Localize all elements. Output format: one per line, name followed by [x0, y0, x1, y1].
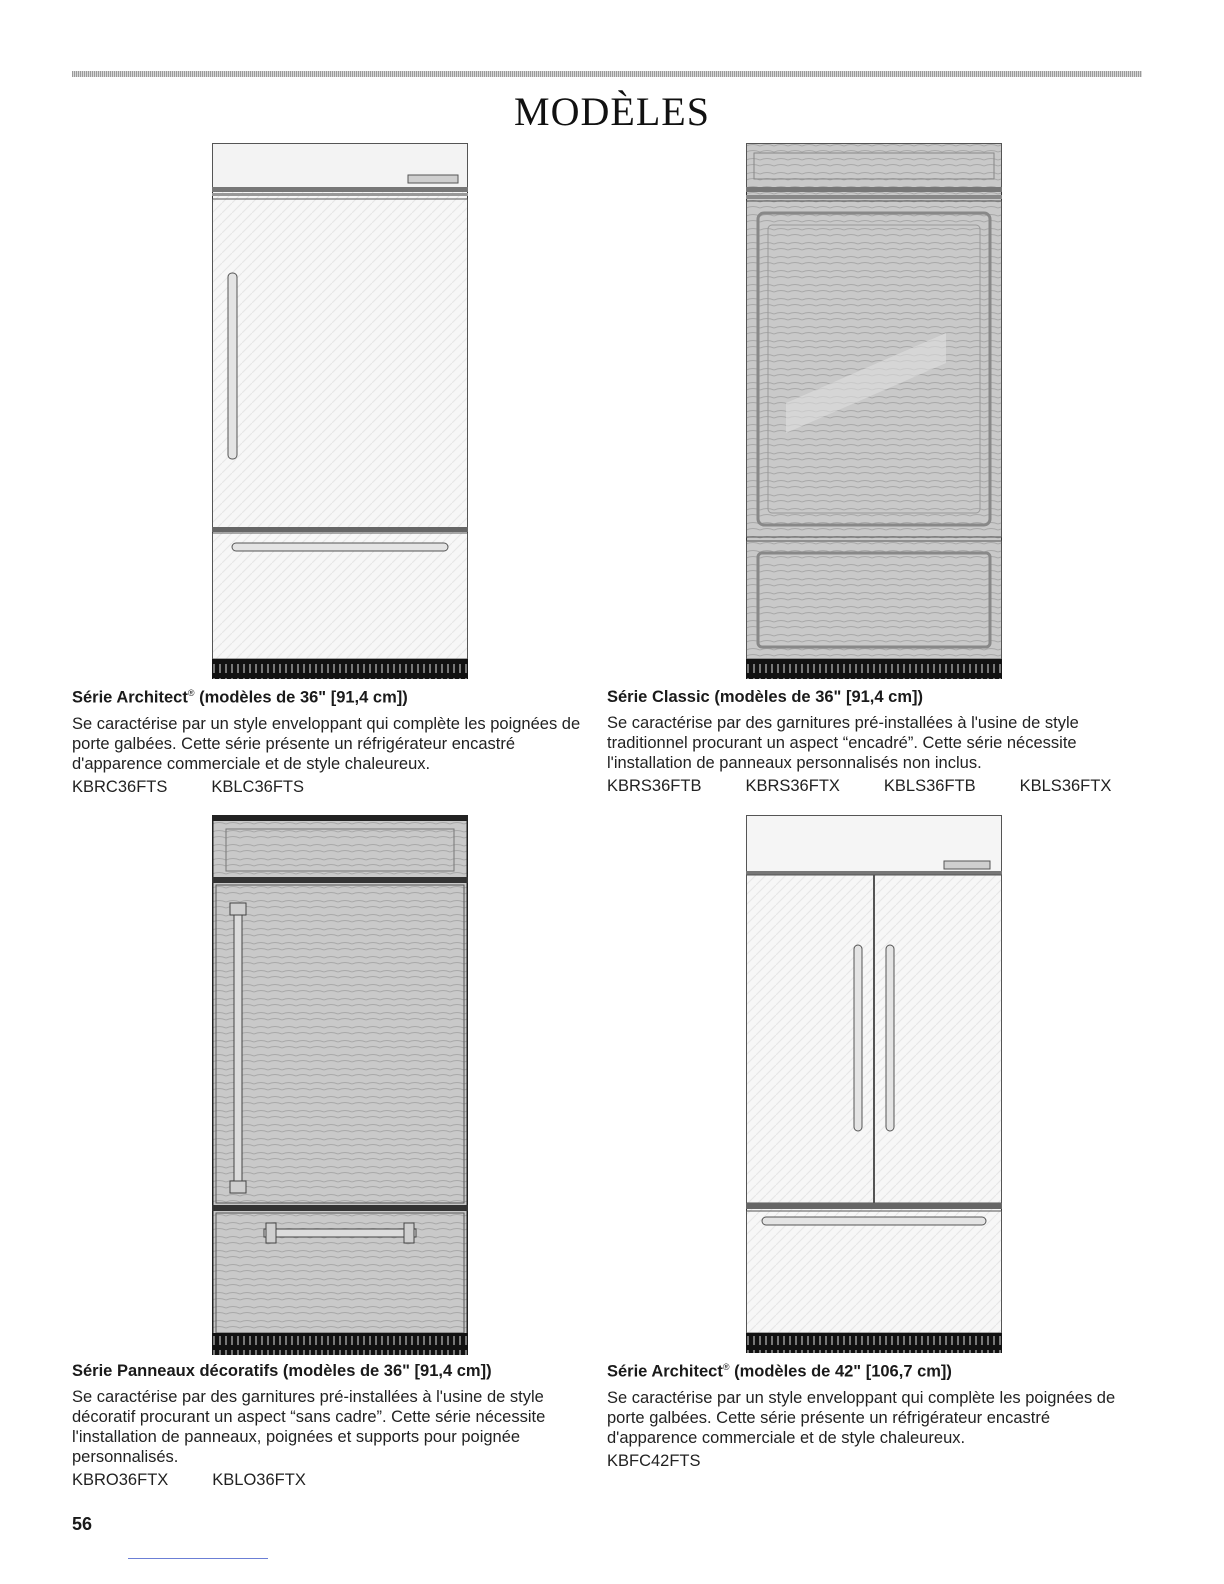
kick-grille-icon	[212, 659, 468, 679]
model-number: KBLS36FTB	[883, 777, 976, 795]
series-title: Série Architect® (modèles de 36" [91,4 cm])	[72, 688, 408, 707]
fridge-classic-36-image	[746, 143, 1002, 679]
drawer-handle-icon	[762, 1217, 986, 1225]
brand-badge-icon	[408, 175, 458, 183]
series-description: Se caractérise par des garnitures pré-installées à l'usine de style traditionnel procurant un aspect “encadré”. Cette série nécessite l'installation de panneaux personnalisés non inclus.	[607, 714, 1079, 772]
footer-link-line	[128, 1558, 268, 1559]
kick-grille-icon	[746, 1333, 1002, 1353]
drawer-handle-icon	[232, 543, 448, 551]
fridge-architect-36-image	[212, 143, 468, 679]
model-numbers	[72, 1471, 602, 1490]
series-title: Série Panneaux décoratifs (modèles de 36" [91,4 cm])	[72, 1362, 492, 1380]
model-number: KBLO36FTX	[212, 1471, 306, 1489]
series-description: Se caractérise par un style enveloppant qui complète les poignées de porte galbées. Cette série présente un réfrigérateur encastré d'apparence commerciale et de style chaleureux.	[607, 1388, 1116, 1447]
model-numbers	[72, 778, 602, 797]
kick-grille-icon	[212, 1333, 468, 1355]
model-number: KBRS36FTX	[745, 777, 840, 795]
series-description: Se caractérise par des garnitures pré-installées à l'usine de style décoratif procurant un aspect “sans cadre”. Cette série nécessite l'installation de panneaux, poignées et supports pour poignée personnalisés.	[72, 1388, 546, 1466]
model-number: KBRO36FTX	[72, 1471, 169, 1489]
door-handle-icon	[234, 903, 242, 1193]
model-card-architect-36	[72, 688, 602, 797]
drawer-handle-icon	[264, 1229, 416, 1237]
door-handle-icon	[228, 273, 237, 459]
model-card-classic-36	[607, 688, 1137, 796]
model-numbers	[607, 1452, 1137, 1471]
model-number: KBLC36FTS	[211, 777, 304, 796]
model-number: KBLS36FTX	[1019, 777, 1112, 795]
page-number: 56	[72, 1514, 93, 1534]
model-number: KBFC42FTS	[607, 1451, 701, 1470]
page-title: MODÈLES	[514, 89, 710, 134]
fridge-panneaux-36-image	[212, 815, 468, 1355]
right-door-handle-icon	[886, 945, 894, 1131]
model-card-panneaux-36	[72, 1362, 602, 1490]
model-numbers	[607, 777, 1137, 796]
series-title: Série Architect® (modèles de 42" [106,7 cm])	[607, 1362, 952, 1381]
fridge-architect-42-image	[746, 815, 1002, 1353]
model-card-architect-42	[607, 1362, 1137, 1471]
kick-grille-icon	[746, 659, 1002, 679]
series-title: Série Classic (modèles de 36" [91,4 cm])	[607, 688, 923, 706]
left-door-handle-icon	[854, 945, 862, 1131]
model-number: KBRC36FTS	[72, 777, 168, 796]
model-number: KBRS36FTB	[607, 777, 702, 795]
brand-badge-icon	[944, 861, 990, 869]
top-rule	[72, 71, 1142, 77]
series-description: Se caractérise par un style enveloppant qui complète les poignées de porte galbées. Cette série présente un réfrigérateur encastré d'apparence commerciale et de style chaleureux.	[72, 714, 581, 773]
